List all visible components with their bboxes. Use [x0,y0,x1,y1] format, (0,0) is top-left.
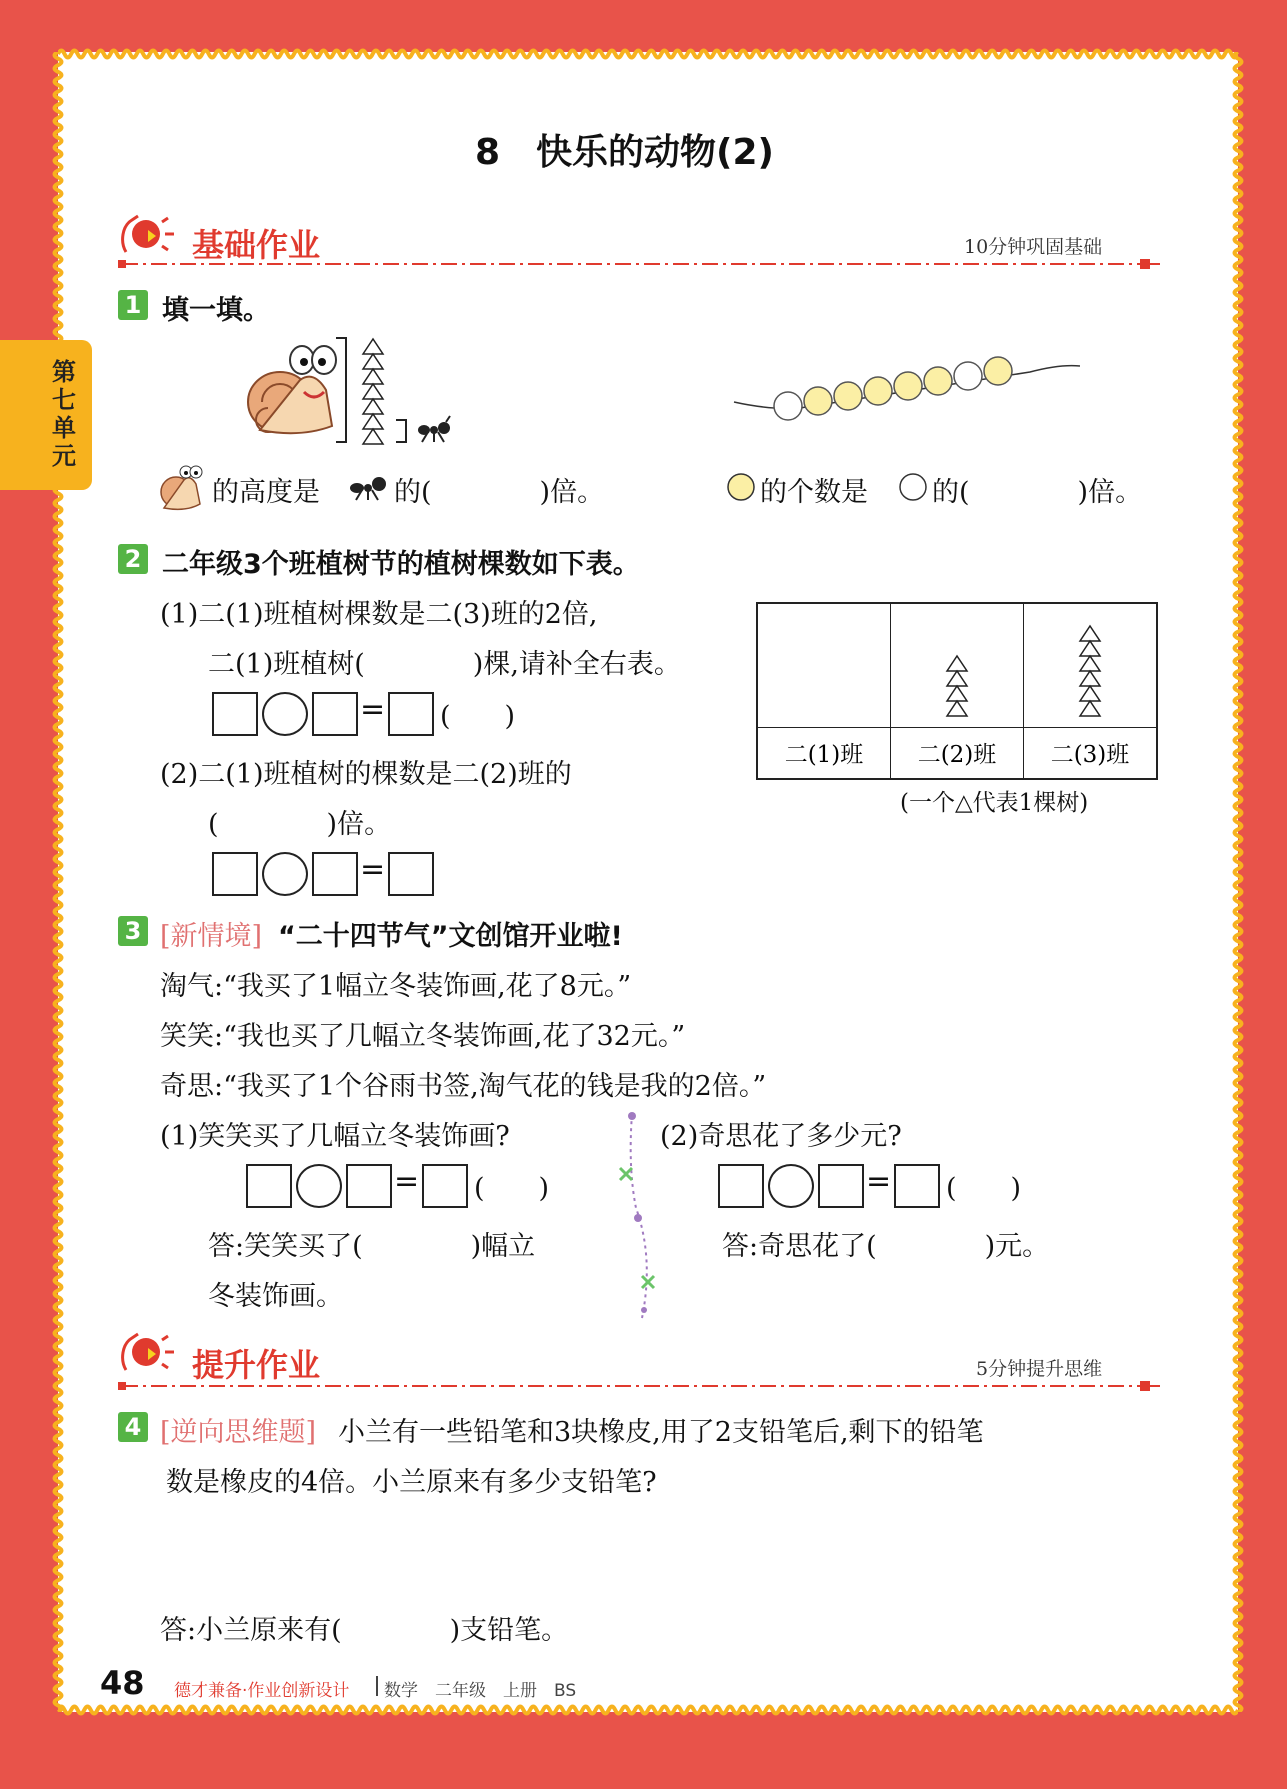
q2b-answer-box-1[interactable] [212,852,258,896]
q2b-answer-box-3[interactable] [388,852,434,896]
q3-part1: (1)笑笑买了几幅立冬装饰画? [160,1121,510,1152]
tree-table [756,602,1158,780]
footer-separator [376,1676,378,1696]
q1-left-end: 的( )倍。 [394,477,605,508]
q3-text: “二十四节气”文创馆开业啦! [278,921,623,952]
q3-line1: 淘气:“我买了1幅立冬装饰画,花了8元。” [160,971,632,1002]
left-wavy-border [46,52,70,1712]
footer-brand: 德才兼备·作业创新设计 [174,1681,350,1701]
table-cell-class2-trees [891,603,1024,727]
yellow-bead [834,382,862,410]
table-header-class3: 二(3)班 [1024,727,1158,779]
top-wavy-border [58,40,1238,68]
q3a-answer-box-2[interactable] [346,1164,392,1208]
q3b-answer: 答:奇思花了( )元。 [722,1231,1050,1262]
section-basic-divider [118,256,1160,272]
section-basic-title: 基础作业 [192,226,321,264]
section-advanced-note: 5分钟提升思维 [976,1358,1103,1380]
q1-text: 填一填。 [162,295,270,326]
equals-sign: = [360,852,386,887]
q2-part1-line1: (1)二(1)班植树棵数是二(3)班的2倍, [160,599,598,630]
section-advanced-title: 提升作业 [192,1346,321,1384]
page-number: 48 [100,1664,145,1702]
tree-triangle [363,429,383,444]
height-bracket-ant [394,418,408,444]
equals-sign: = [866,1164,892,1199]
equals-sign: = [394,1164,420,1199]
q2-text: 二年级3个班植树节的植树棵数如下表。 [162,549,640,580]
q4-number: 4 [118,1412,148,1442]
q4-tag: [逆向思维题] [160,1417,317,1448]
q1-right-mid: 的个数是 [760,477,868,508]
table-cell-class1-trees[interactable] [757,603,891,727]
tree-triangle [363,384,383,399]
ant-small-icon [348,470,388,502]
equals-sign: = [360,692,386,727]
q3a-answer-line2: 冬装饰画。 [208,1281,343,1312]
q3b-answer-box-3[interactable] [894,1164,940,1208]
height-bracket-snail [334,336,348,444]
q3-line3: 奇思:“我买了1个谷雨书签,淘气花的钱是我的2倍。” [160,1071,767,1102]
lightbulb-icon [118,212,180,262]
q2b-answer-box-2[interactable] [312,852,358,896]
q1-left-mid: 的高度是 [212,477,320,508]
tree-triangle [363,354,383,369]
white-bead [954,362,982,390]
right-wavy-border [1226,52,1250,1712]
triangle-stack-q1 [360,334,386,446]
footer-subject: 数学 二年级 上册 BS [384,1681,577,1701]
tree-triangle [1080,626,1100,641]
tree-triangle [1080,686,1100,701]
white-bead [774,392,802,420]
q4-text-line1: 小兰有一些铅笔和3块橡皮,用了2支铅笔后,剩下的铅笔 [338,1417,984,1448]
snail-small-icon [156,460,204,512]
bead-string [730,350,1080,430]
q4-answer: 答:小兰原来有( )支铅笔。 [160,1615,569,1646]
tree-stack-class3 [1075,612,1105,722]
table-header-class2: 二(2)班 [891,727,1024,779]
q2-unit-paren: ( ) [440,701,516,732]
q3a-answer-box-3[interactable] [422,1164,468,1208]
unit-side-tab [0,340,92,490]
q2-number: 2 [118,544,148,574]
tree-triangle [363,339,383,354]
q3-part2: (2)奇思花了多少元? [660,1121,902,1152]
tree-triangle [363,369,383,384]
q1-right-end: 的( )倍。 [932,477,1143,508]
snail-illustration [240,330,340,442]
tree-triangle [947,656,967,671]
table-legend-note: (一个△代表1棵树) [900,790,1089,816]
q2-part2-line2: ( )倍。 [208,809,392,840]
section-basic-note: 10分钟巩固基础 [964,236,1103,258]
q3b-answer-box-2[interactable] [818,1164,864,1208]
yellow-bead [894,372,922,400]
lightbulb-icon [118,1330,180,1380]
yellow-bead-icon [726,472,756,502]
table-cell-class3-trees [1024,603,1158,727]
table-header-class1: 二(1)班 [757,727,891,779]
q3-line2: 笑笑:“我也买了几幅立冬装饰画,花了32元。” [160,1021,686,1052]
tree-triangle [1080,656,1100,671]
yellow-bead [804,387,832,415]
tree-triangle [1080,701,1100,716]
yellow-bead [924,367,952,395]
tree-stack-class2 [942,612,972,722]
yellow-bead [984,357,1012,385]
q2-answer-box-1[interactable] [212,692,258,736]
q2-part2-line1: (2)二(1)班植树的棵数是二(2)班的 [160,759,572,790]
tree-triangle [1080,671,1100,686]
unit-label: 第七单元 [52,358,76,470]
decorative-vine-divider [608,1108,662,1322]
tree-triangle [947,701,967,716]
q2b-operator-circle-1[interactable] [262,852,308,896]
white-bead-icon [898,472,928,502]
q3b-unit-paren: ( ) [946,1173,1022,1204]
q3a-unit-paren: ( ) [474,1173,550,1204]
q2-operator-circle-1[interactable] [262,692,308,736]
q3a-operator-circle[interactable] [296,1164,342,1208]
q4-text-line2: 数是橡皮的4倍。小兰原来有多少支铅笔? [166,1467,657,1498]
q2-part1-line2: 二(1)班植树( )棵,请补全右表。 [208,649,681,680]
q3b-answer-box-1[interactable] [718,1164,764,1208]
q3a-answer-box-1[interactable] [246,1164,292,1208]
tree-triangle [947,686,967,701]
ant-icon [416,414,452,444]
q4-work-area[interactable] [166,1510,1146,1600]
q3-tag: [新情境] [160,921,263,952]
q1-number: 1 [118,290,148,320]
tree-stack-class1 [809,612,839,722]
tree-triangle [1080,641,1100,656]
yellow-bead [864,377,892,405]
q2-answer-box-3[interactable] [388,692,434,736]
q2-answer-box-2[interactable] [312,692,358,736]
tree-triangle [947,671,967,686]
section-advanced-divider [118,1378,1160,1394]
q3a-answer-line1: 答:笑笑买了( )幅立 [208,1231,536,1262]
q3-number: 3 [118,916,148,946]
tree-triangle [363,414,383,429]
page-title: 8 快乐的动物(2) [475,132,775,173]
q3b-operator-circle[interactable] [768,1164,814,1208]
tree-triangle [363,399,383,414]
